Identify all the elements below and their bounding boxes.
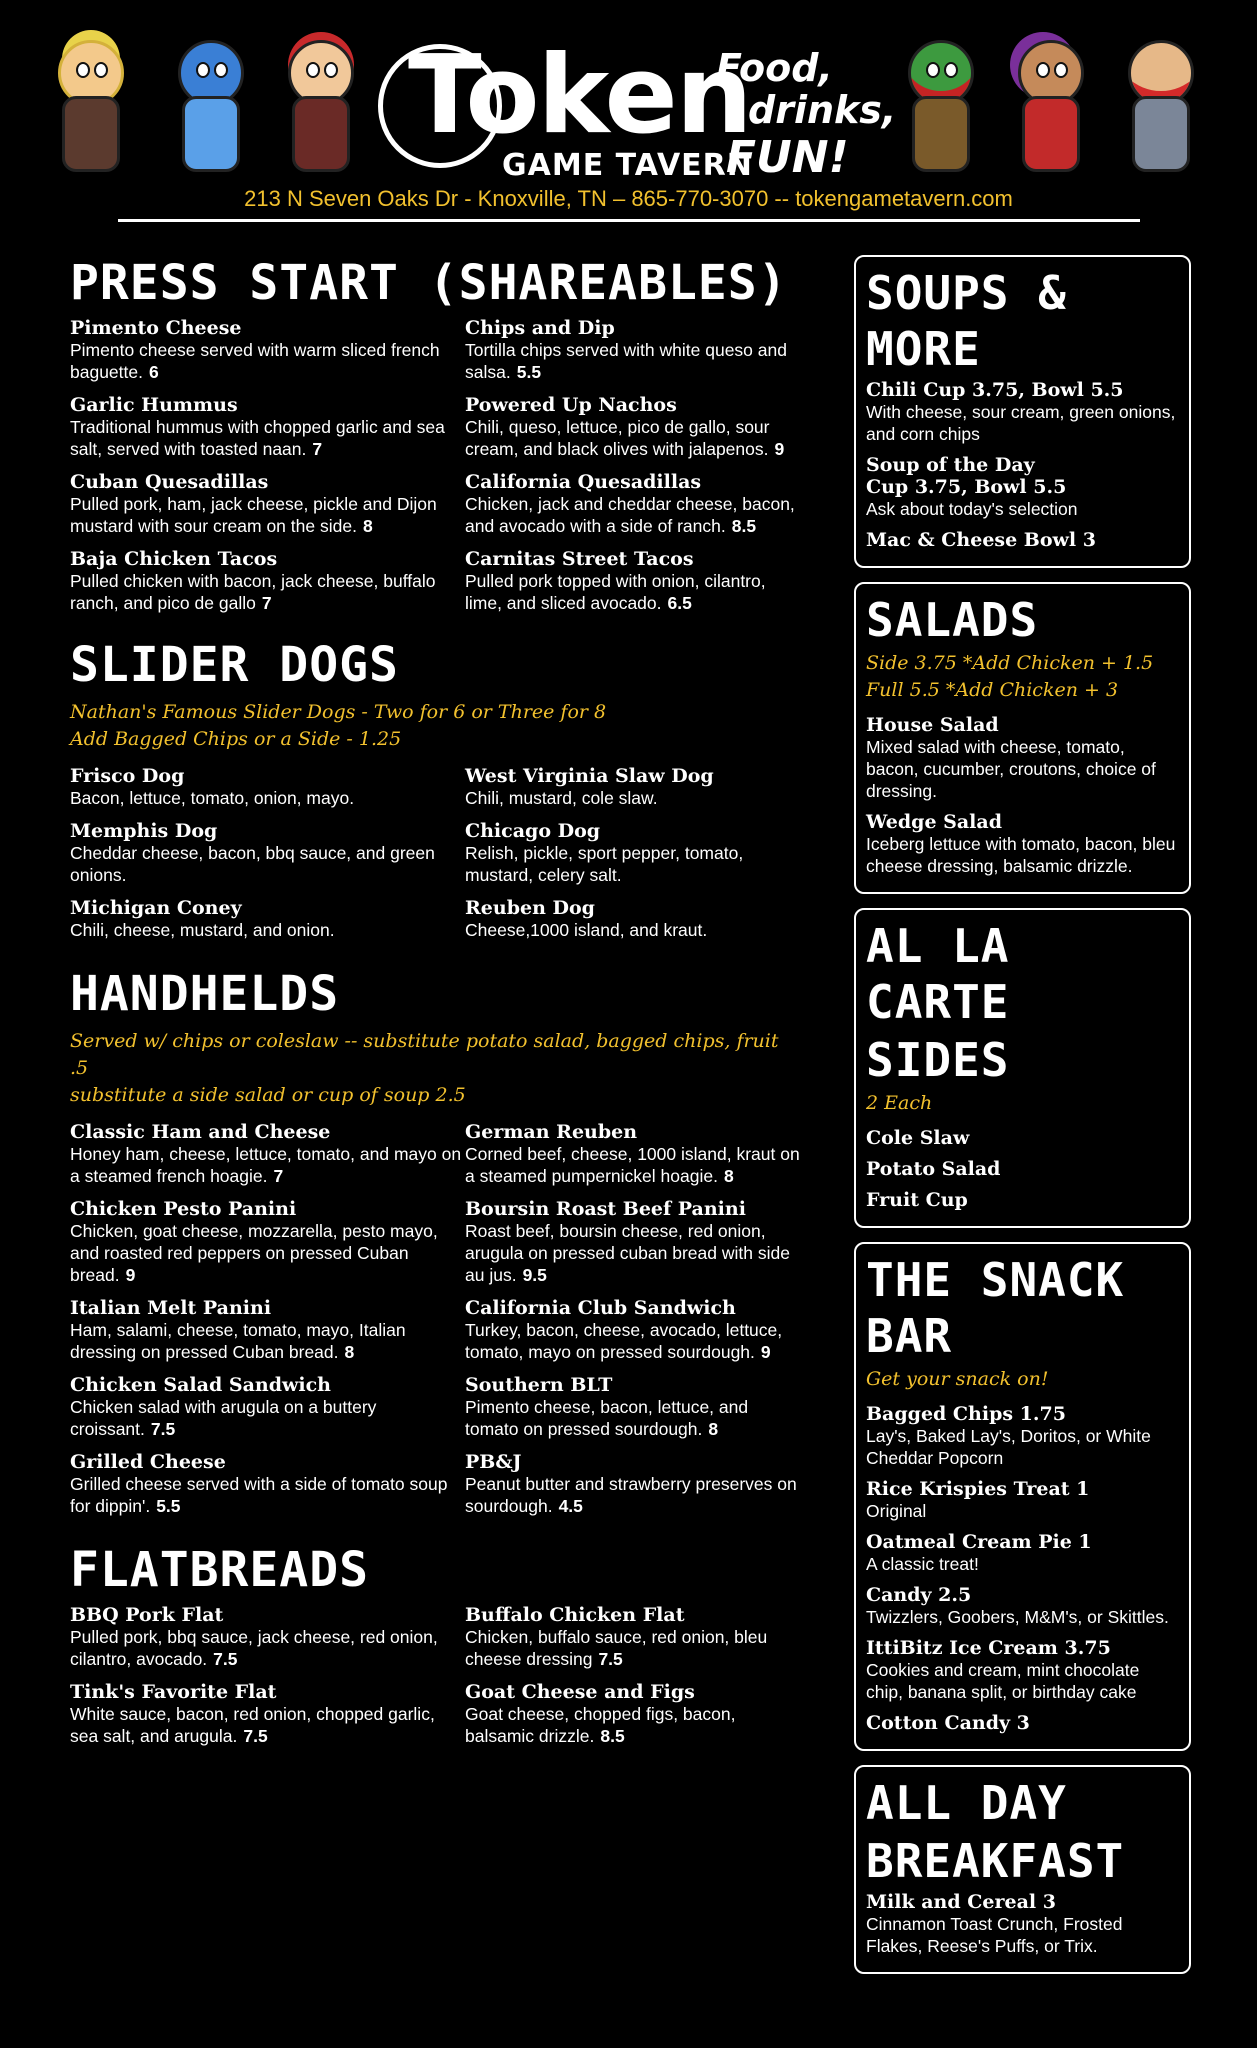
menu-item: [465, 1451, 800, 1517]
header: [0, 0, 1257, 230]
item-price: 6.5: [667, 593, 692, 613]
mario-mascot-icon: [270, 34, 366, 174]
item-name: Michigan Coney: [70, 897, 242, 919]
item-desc: Chicken, buffalo sauce, red onion, bleu cheese dressing: [465, 1627, 768, 1669]
item-desc: Chili, cheese, mustard, and onion.: [70, 920, 335, 940]
handhelds-note: substitute a side salad or cup of soup 2.5: [70, 1084, 466, 1106]
menu-item: [866, 1531, 1181, 1575]
item-desc: Tortilla chips served with white queso and salsa.: [465, 340, 787, 382]
menu-item: [866, 1478, 1181, 1522]
item-desc: Pulled chicken with bacon, jack cheese, buffalo ranch, and pico de gallo: [70, 571, 436, 613]
snack-bar-box: [854, 1242, 1191, 1751]
menu-item: [70, 1604, 465, 1670]
slider-dogs-title: SLIDER DOGS: [70, 637, 399, 693]
item-name: West Virginia Slaw Dog: [465, 765, 714, 787]
item-desc: Chicken, jack and cheddar cheese, bacon, and avocado with a side of ranch.: [465, 494, 795, 536]
slider-dogs-note: Add Bagged Chips or a Side - 1.25: [70, 728, 402, 750]
item-desc: Cheese,1000 island, and kraut.: [465, 920, 708, 940]
item-price: 9: [760, 1342, 771, 1362]
flatbreads-section: [70, 1542, 800, 1758]
sides-title: AL LA CARTE: [866, 919, 1010, 1029]
item-desc: With cheese, sour cream, green onions, and corn chips: [866, 402, 1176, 444]
item-price: 7: [273, 1166, 284, 1186]
item-name: Carnitas Street Tacos: [465, 548, 694, 570]
item-name: Fruit Cup: [866, 1189, 968, 1211]
menu-item: [866, 1127, 1181, 1149]
item-name: Chips and Dip: [465, 317, 615, 339]
item-desc: Corned beef, cheese, 1000 island, kraut on a steamed pumpernickel hoagie.: [465, 1144, 800, 1186]
handhelds-title: HANDHELDS: [70, 966, 340, 1022]
item-price: 8: [723, 1166, 734, 1186]
shareables-grid: [70, 317, 800, 625]
item-name: Chicago Dog: [465, 820, 601, 842]
menu-item: [70, 1451, 465, 1517]
flatbreads-grid: [70, 1604, 800, 1758]
item-price: 7.5: [150, 1419, 176, 1439]
menu-item: [866, 1637, 1181, 1703]
item-desc: Original: [866, 1501, 927, 1521]
menu-item: [866, 811, 1181, 877]
sides-box: [854, 908, 1191, 1228]
item-price: 8.5: [731, 516, 757, 536]
menu-item: [465, 820, 800, 886]
logo-subtitle: GAME TAVERN: [502, 148, 753, 183]
item-desc: Pulled pork, bbq sauce, jack cheese, red onion, cilantro, avocado.: [70, 1627, 438, 1669]
menu-item: [866, 454, 1181, 520]
item-price: 8: [344, 1342, 355, 1362]
menu-item: [465, 1604, 800, 1670]
item-name: Candy 2.5: [866, 1584, 972, 1606]
menu-item: [866, 1403, 1181, 1469]
item-desc: Lay's, Baked Lay's, Doritos, or White Cheddar Popcorn: [866, 1426, 1151, 1468]
ninja-turtle-mascot-icon: [890, 34, 986, 174]
menu-item: [70, 548, 465, 614]
item-name: Soup of the Day: [866, 454, 1035, 476]
menu-item: [866, 714, 1181, 802]
item-desc: Roast beef, boursin cheese, red onion, arugula on pressed cuban bread with side au jus.: [465, 1221, 790, 1285]
item-price-line: Cup 3.75, Bowl 5.5: [866, 476, 1067, 498]
item-name: Chicken Pesto Panini: [70, 1198, 297, 1220]
item-desc: Ask about today's selection: [866, 499, 1078, 519]
item-desc: Cheddar cheese, bacon, bbq sauce, and green onions.: [70, 843, 435, 885]
menu-item: [70, 765, 465, 809]
item-desc: Pimento cheese served with warm sliced french baguette.: [70, 340, 440, 382]
item-price: 8: [362, 516, 373, 536]
menu-item: [465, 1121, 800, 1187]
item-desc: Bacon, lettuce, tomato, onion, mayo.: [70, 788, 355, 808]
item-name: Cole Slaw: [866, 1127, 970, 1149]
menu-item: [465, 1374, 800, 1440]
menu-item: [465, 1198, 800, 1286]
item-price: 7.5: [243, 1726, 268, 1746]
item-name: California Quesadillas: [465, 471, 702, 493]
slider-dogs-note: Nathan's Famous Slider Dogs - Two for 6 or Three for 8: [70, 701, 607, 723]
item-desc: Relish, pickle, sport pepper, tomato, mustard, celery salt.: [465, 843, 744, 885]
header-divider: [118, 219, 1140, 222]
item-name: Wedge Salad: [866, 811, 1002, 833]
item-name: Chili Cup 3.75, Bowl 5.5: [866, 379, 1124, 401]
menu-item: [465, 317, 800, 383]
shareables-title: PRESS START (SHAREABLES): [70, 255, 788, 311]
menu-item: [866, 529, 1181, 551]
slider-dogs-grid: [70, 765, 800, 952]
item-name: Rice Krispies Treat 1: [866, 1478, 1090, 1500]
right-column: [854, 255, 1191, 1988]
item-name: Bagged Chips 1.75: [866, 1403, 1066, 1425]
item-desc: Ham, salami, cheese, tomato, mayo, Italian dressing on pressed Cuban bread.: [70, 1320, 406, 1362]
item-desc: Chicken salad with arugula on a buttery croissant.: [70, 1397, 377, 1439]
item-price: 7.5: [213, 1649, 238, 1669]
item-name: Chicken Salad Sandwich: [70, 1374, 331, 1396]
menu-item: [70, 1198, 465, 1286]
item-desc: Mixed salad with cheese, tomato, bacon, cucumber, croutons, choice of dressing.: [866, 737, 1156, 801]
breakfast-box: [854, 1765, 1191, 1974]
item-desc: Grilled cheese served with a side of tomato soup for dippin'.: [70, 1474, 448, 1516]
soups-title: SOUPS & MORE: [866, 266, 1067, 376]
handhelds-grid: [70, 1121, 800, 1528]
address-line: 213 N Seven Oaks Dr - Knoxville, TN – 865-770-3070 -- tokengametavern.com: [244, 186, 1013, 211]
item-name: PB&J: [465, 1451, 522, 1473]
shantae-mascot-icon: [1000, 34, 1096, 174]
item-desc: Cookies and cream, mint chocolate chip, banana split, or birthday cake: [866, 1660, 1140, 1702]
item-name: Italian Melt Panini: [70, 1297, 272, 1319]
item-name: German Reuben: [465, 1121, 638, 1143]
item-desc: Iceberg lettuce with tomato, bacon, bleu cheese dressing, balsamic drizzle.: [866, 834, 1176, 876]
soups-box: [854, 255, 1191, 568]
tagline-food: Food,: [716, 46, 833, 90]
item-name: Grilled Cheese: [70, 1451, 226, 1473]
logo-text: Token: [408, 33, 751, 158]
item-name: BBQ Pork Flat: [70, 1604, 224, 1626]
salads-title: SALADS: [866, 593, 1039, 647]
menu-item: [70, 820, 465, 886]
item-desc: Pulled pork, ham, jack cheese, pickle and Dijon mustard with sour cream on the side.: [70, 494, 437, 536]
menu-item: [866, 1189, 1181, 1211]
sides-title: SIDES: [866, 1033, 1010, 1087]
item-name: Powered Up Nachos: [465, 394, 677, 416]
item-price: 7: [261, 593, 272, 613]
item-desc: Turkey, bacon, cheese, avocado, lettuce, tomato, mayo on pressed sourdough.: [465, 1320, 783, 1362]
menu-item: [70, 471, 465, 537]
menu-item: [866, 379, 1181, 445]
item-name: Garlic Hummus: [70, 394, 238, 416]
breakfast-title: BREAKFAST: [866, 1834, 1125, 1888]
menu-item: [465, 1297, 800, 1363]
item-name: Cotton Candy 3: [866, 1712, 1030, 1734]
flatbreads-title: FLATBREADS: [70, 1542, 369, 1598]
menu-item: [866, 1712, 1181, 1734]
megaman-mascot-icon: [160, 34, 256, 174]
item-price: 5.5: [156, 1496, 181, 1516]
item-name: Buffalo Chicken Flat: [465, 1604, 685, 1626]
tagline-drinks: drinks,: [748, 88, 897, 132]
item-name: Baja Chicken Tacos: [70, 548, 278, 570]
shareables-section: [70, 255, 800, 625]
item-desc: White sauce, bacon, red onion, chopped garlic, sea salt, and arugula.: [70, 1704, 435, 1746]
item-desc: A classic treat!: [866, 1554, 979, 1574]
menu-item: [465, 548, 800, 614]
item-price: 7.5: [598, 1649, 623, 1669]
item-price: 9: [774, 439, 785, 459]
item-name: IttiBitz Ice Cream 3.75: [866, 1637, 1111, 1659]
item-name: Boursin Roast Beef Panini: [465, 1198, 746, 1220]
snack-bar-title: THE SNACK BAR: [866, 1253, 1125, 1363]
menu-item: [465, 765, 800, 809]
item-desc: Chicken, goat cheese, mozzarella, pesto mayo, and roasted red peppers on pressed Cuban bread.: [70, 1221, 438, 1285]
item-name: Oatmeal Cream Pie 1: [866, 1531, 1092, 1553]
handhelds-note: Served w/ chips or coleslaw -- substitute potato salad, bagged chips, fruit .5: [70, 1030, 779, 1079]
item-desc: Twizzlers, Goobers, M&M's, or Skittles.: [866, 1607, 1169, 1627]
menu-item: [465, 394, 800, 460]
salads-note: Side 3.75 *Add Chicken + 1.5: [866, 652, 1154, 674]
menu-item: [465, 1681, 800, 1747]
item-desc: Chili, mustard, cole slaw.: [465, 788, 658, 808]
item-name: Classic Ham and Cheese: [70, 1121, 331, 1143]
menu-item: [866, 1158, 1181, 1180]
menu-item: [70, 1374, 465, 1440]
item-name: Mac & Cheese Bowl 3: [866, 529, 1096, 551]
item-name: Tink's Favorite Flat: [70, 1681, 277, 1703]
salads-note: Full 5.5 *Add Chicken + 3: [866, 679, 1119, 701]
item-name: Pimento Cheese: [70, 317, 242, 339]
item-desc: Traditional hummus with chopped garlic and sea salt, served with toasted naan.: [70, 417, 445, 459]
salads-box: [854, 582, 1191, 894]
item-name: Reuben Dog: [465, 897, 595, 919]
menu-item: [70, 317, 465, 383]
item-name: Milk and Cereal 3: [866, 1891, 1056, 1913]
handhelds-section: [70, 966, 800, 1528]
item-price: 8: [708, 1419, 719, 1439]
item-price: 8.5: [600, 1726, 625, 1746]
menu-item: [465, 897, 800, 941]
item-name: Cuban Quesadillas: [70, 471, 269, 493]
menu-item: [70, 394, 465, 460]
breakfast-title: ALL DAY: [866, 1776, 1067, 1830]
left-column: [70, 255, 800, 1758]
slider-dogs-section: [70, 637, 800, 952]
item-name: House Salad: [866, 714, 999, 736]
item-name: California Club Sandwich: [465, 1297, 736, 1319]
menu-item: [866, 1584, 1181, 1628]
item-desc: Cinnamon Toast Crunch, Frosted Flakes, Reese's Puffs, or Trix.: [866, 1914, 1123, 1956]
item-desc: Pulled pork topped with onion, cilantro, lime, and sliced avocado.: [465, 571, 766, 613]
item-desc: Goat cheese, chopped figs, bacon, balsamic drizzle.: [465, 1704, 736, 1746]
menu-item: [70, 1681, 465, 1747]
menu-item: [70, 897, 465, 941]
item-price: 6: [148, 362, 159, 382]
cloud-mascot-icon: [40, 34, 136, 174]
item-price: 9: [125, 1265, 136, 1285]
item-name: Goat Cheese and Figs: [465, 1681, 695, 1703]
sides-note: 2 Each: [866, 1092, 933, 1114]
menu-item: [465, 471, 800, 537]
item-name: Memphis Dog: [70, 820, 218, 842]
item-price: 7: [312, 439, 323, 459]
item-desc: Chili, queso, lettuce, pico de gallo, sour cream, and black olives with jalapenos.: [465, 417, 770, 459]
item-price: 4.5: [558, 1496, 583, 1516]
menu-item: [70, 1121, 465, 1187]
snack-bar-note: Get your snack on!: [866, 1368, 1049, 1390]
item-name: Southern BLT: [465, 1374, 613, 1396]
item-name: Frisco Dog: [70, 765, 185, 787]
item-name: Potato Salad: [866, 1158, 1001, 1180]
item-price: 9.5: [522, 1265, 547, 1285]
item-desc: Pimento cheese, bacon, lettuce, and tomato on pressed sourdough.: [465, 1397, 749, 1439]
cyclops-mascot-icon: [1110, 34, 1206, 174]
menu-item: [70, 1297, 465, 1363]
tagline-fun: FUN!: [726, 132, 849, 183]
item-desc: Honey ham, cheese, lettuce, tomato, and mayo on a steamed french hoagie.: [70, 1144, 462, 1186]
item-desc: Peanut butter and strawberry preserves on sourdough.: [465, 1474, 797, 1516]
menu-item: [866, 1891, 1181, 1957]
item-price: 5.5: [516, 362, 542, 382]
